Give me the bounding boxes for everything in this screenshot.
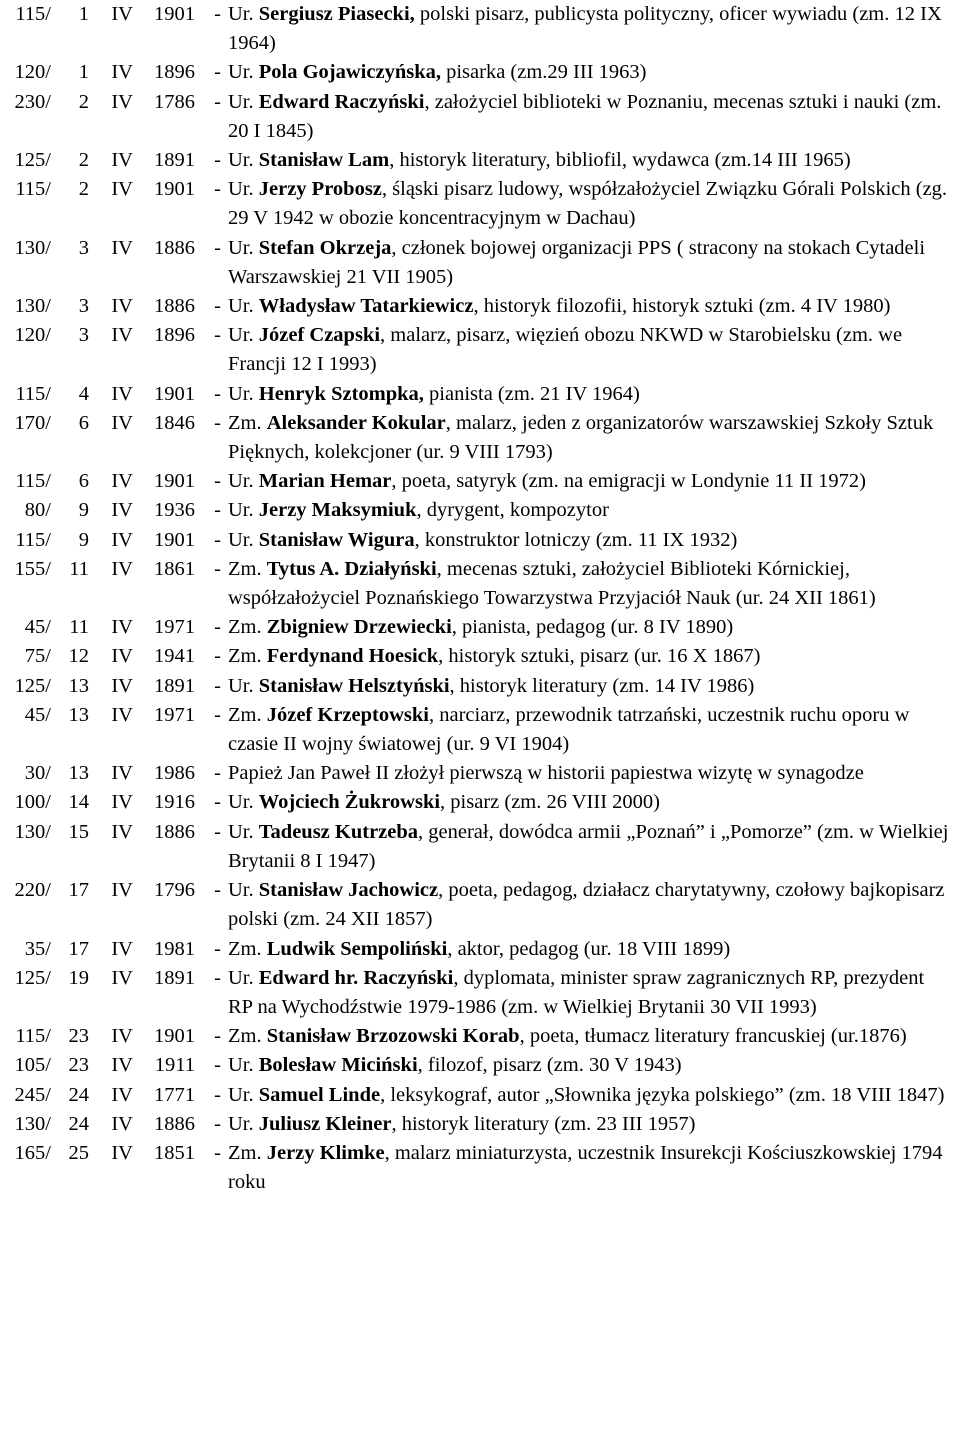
- person-name: Jerzy Maksymiuk: [258, 499, 417, 522]
- description: , leksykograf, autor „Słownika języka polskiego” (zm. 18 VIII 1847): [380, 1083, 945, 1106]
- year: 1986: [154, 762, 195, 785]
- month: IV: [111, 528, 133, 551]
- year: 1886: [154, 295, 195, 318]
- entry-text: [221, 701, 960, 759]
- description: , historyk filozofii, historyk sztuki (zm. 4 IV 1980): [473, 295, 891, 318]
- anniversary-number: 115/: [15, 178, 51, 201]
- day: 2: [78, 178, 89, 201]
- day: 13: [68, 703, 89, 726]
- list-item: [1, 292, 960, 321]
- anniversary-number: 120/: [14, 61, 51, 84]
- anniversary-number: 130/: [14, 1112, 51, 1135]
- day: 23: [68, 1025, 89, 1048]
- event-type: Ur.: [228, 1054, 254, 1077]
- dash-separator: -: [214, 674, 221, 697]
- person-name: Stefan Okrzeja: [258, 236, 392, 259]
- list-item: [1, 409, 960, 467]
- day: 9: [78, 528, 89, 551]
- person-name: Jerzy Klimke: [266, 1141, 385, 1164]
- description: , malarz miniaturzysta, uczestnik Insurekcji Kościuszkowskiej 1794 roku: [228, 1141, 943, 1194]
- month: IV: [111, 791, 133, 814]
- dash-separator: -: [214, 1141, 221, 1164]
- entry-text: [221, 1051, 960, 1080]
- list-item: [1, 672, 960, 701]
- anniversary-number: 80/: [24, 499, 51, 522]
- day: 17: [68, 879, 89, 902]
- entry-text: [221, 1022, 960, 1051]
- person-name: Władysław Tatarkiewicz: [258, 295, 474, 318]
- event-type: Zm.: [228, 703, 262, 726]
- year: 1886: [154, 1112, 195, 1135]
- event-type: Ur.: [228, 791, 254, 814]
- anniversary-number: 105/: [14, 1054, 51, 1077]
- person-name: Józef Czapski: [258, 324, 381, 347]
- description: , członek bojowej organizacji PPS ( stracony na stokach Cytadeli Warszawskiej 21 VII 1905): [228, 236, 926, 288]
- anniversary-number: 130/: [14, 236, 51, 259]
- list-item: [1, 1051, 960, 1080]
- description: polski pisarz, publicysta polityczny, oficer wywiadu (zm. 12 IX 1964): [228, 3, 942, 55]
- anniversary-number: 45/: [24, 616, 51, 639]
- month: IV: [111, 295, 133, 318]
- list-item: [1, 555, 960, 613]
- event-type: Ur.: [228, 236, 254, 259]
- description: , narciarz, przewodnik tatrzański, uczestnik ruchu oporu w czasie II wojny światowej (ur. 9 VI 1904): [228, 703, 910, 756]
- entry-text: [221, 292, 960, 321]
- day: 24: [68, 1112, 89, 1135]
- event-type: Ur.: [228, 3, 254, 25]
- dash-separator: -: [214, 236, 221, 259]
- list-item: [1, 1110, 960, 1139]
- entry-text: [221, 1110, 960, 1139]
- anniversary-number: 125/: [14, 149, 51, 172]
- day: 11: [69, 616, 89, 639]
- year: 1771: [154, 1083, 195, 1106]
- list-item: [1, 1139, 960, 1197]
- day: 3: [78, 295, 89, 318]
- entry-text: [221, 496, 960, 525]
- month: IV: [111, 1141, 133, 1164]
- description: , historyk literatury (zm. 23 III 1957): [391, 1112, 696, 1135]
- month: IV: [111, 1025, 133, 1048]
- event-type: Zm.: [228, 645, 262, 668]
- month: IV: [111, 703, 133, 726]
- year: 1901: [154, 178, 195, 201]
- year: 1846: [154, 411, 195, 434]
- event-type: Ur.: [228, 820, 254, 843]
- day: 15: [68, 820, 89, 843]
- entry-text: [221, 88, 960, 146]
- person-name: Stanisław Brzozowski Korab: [266, 1025, 520, 1048]
- dash-separator: -: [214, 3, 221, 25]
- anniversary-number: 45/: [24, 703, 51, 726]
- month: IV: [111, 382, 133, 405]
- person-name: Stanisław Wigura: [258, 528, 415, 551]
- person-name: Edward hr. Raczyński: [258, 966, 454, 989]
- month: IV: [111, 236, 133, 259]
- event-type: Ur.: [228, 966, 254, 989]
- day: 13: [68, 762, 89, 785]
- dash-separator: -: [214, 1025, 221, 1048]
- dash-separator: -: [214, 90, 221, 113]
- day: 1: [78, 3, 89, 25]
- entry-text: [221, 409, 960, 467]
- list-item: [1, 935, 960, 964]
- month: IV: [111, 762, 133, 785]
- year: 1981: [154, 937, 195, 960]
- dash-separator: -: [214, 149, 221, 172]
- list-item: [1, 964, 960, 1022]
- day: 17: [68, 937, 89, 960]
- year: 1901: [154, 470, 195, 493]
- anniversary-number: 165/: [14, 1141, 51, 1164]
- entry-text: [221, 818, 960, 876]
- event-type: Zm.: [228, 411, 262, 434]
- day: 6: [78, 411, 89, 434]
- event-type: Ur.: [228, 470, 254, 493]
- year: 1896: [154, 324, 195, 347]
- dash-separator: -: [214, 557, 221, 580]
- person-name: Bolesław Miciński: [258, 1054, 418, 1077]
- person-name: Samuel Linde: [258, 1083, 381, 1106]
- dash-separator: -: [214, 411, 221, 434]
- month: IV: [111, 3, 133, 25]
- description: , założyciel biblioteki w Poznaniu, mecenas sztuki i nauki (zm. 20 I 1845): [228, 90, 942, 142]
- list-item: [1, 88, 960, 146]
- dash-separator: -: [214, 1054, 221, 1077]
- description: , pisarz (zm. 26 VIII 2000): [440, 791, 660, 814]
- list-item: [1, 701, 960, 759]
- anniversary-number: 115/: [15, 3, 51, 25]
- entry-text: [221, 467, 960, 496]
- entry-text: [221, 234, 960, 292]
- entry-text: [221, 788, 960, 817]
- day: 11: [69, 557, 89, 580]
- year: 1891: [154, 966, 195, 989]
- day: 2: [78, 149, 89, 172]
- anniversary-number: 75/: [24, 645, 51, 668]
- list-item: [1, 759, 960, 788]
- day: 4: [78, 382, 89, 405]
- description: , historyk literatury (zm. 14 IV 1986): [449, 674, 755, 697]
- month: IV: [111, 557, 133, 580]
- person-name: Wojciech Żukrowski: [258, 791, 441, 814]
- dash-separator: -: [214, 1112, 221, 1135]
- entry-text: [221, 642, 960, 671]
- entry-text: [221, 0, 960, 58]
- person-name: Marian Hemar: [258, 470, 392, 493]
- month: IV: [111, 820, 133, 843]
- dash-separator: -: [214, 324, 221, 347]
- anniversary-number: 115/: [15, 382, 51, 405]
- day: 13: [68, 674, 89, 697]
- event-type: Ur.: [228, 499, 254, 522]
- entry-text: [221, 175, 960, 233]
- month: IV: [111, 616, 133, 639]
- description: , dyplomata, minister spraw zagranicznych RP, prezydent RP na Wychodźstwie 1979-1986 (zm. w Wielkiej Brytanii 30 VII 1993): [228, 966, 925, 1018]
- year: 1901: [154, 382, 195, 405]
- entry-text: [221, 964, 960, 1022]
- dash-separator: -: [214, 616, 221, 639]
- person-name: Zbigniew Drzewiecki: [266, 616, 452, 639]
- anniversary-number: 130/: [14, 820, 51, 843]
- anniversary-number: 130/: [14, 295, 51, 318]
- person-name: Tytus A. Działyński: [266, 557, 437, 580]
- list-item: [1, 58, 960, 87]
- day: 12: [68, 645, 89, 668]
- anniversary-number: 115/: [15, 1025, 51, 1048]
- year: 1901: [154, 3, 195, 25]
- dash-separator: -: [214, 1083, 221, 1106]
- dash-separator: -: [214, 178, 221, 201]
- day: 24: [68, 1083, 89, 1106]
- person-name: Henryk Sztompka,: [258, 382, 424, 405]
- person-name: Edward Raczyński: [258, 90, 425, 113]
- description: , malarz, jeden z organizatorów warszawskiej Szkoły Sztuk Pięknych, kolekcjoner (ur. 9 VIII 1793): [228, 411, 934, 464]
- anniversary-number: 100/: [14, 791, 51, 814]
- event-type: Ur.: [228, 295, 254, 318]
- year: 1901: [154, 1025, 195, 1048]
- event-type: Zm.: [228, 557, 262, 580]
- entry-text: [221, 1081, 960, 1110]
- anniversary-number: 120/: [14, 324, 51, 347]
- list-item: [1, 613, 960, 642]
- person-name: Stanisław Lam: [258, 149, 390, 172]
- day: 6: [78, 470, 89, 493]
- day: 23: [68, 1054, 89, 1077]
- day: 9: [78, 499, 89, 522]
- entry-text: [221, 1139, 960, 1197]
- year: 1936: [154, 499, 195, 522]
- year: 1891: [154, 149, 195, 172]
- anniversary-number: 170/: [14, 411, 51, 434]
- day: 25: [68, 1141, 89, 1164]
- description: , aktor, pedagog (ur. 18 VIII 1899): [447, 937, 731, 960]
- description: pianista (zm. 21 IV 1964): [423, 382, 640, 405]
- month: IV: [111, 499, 133, 522]
- dash-separator: -: [214, 820, 221, 843]
- event-type: Zm.: [228, 1025, 262, 1048]
- description: , konstruktor lotniczy (zm. 11 IX 1932): [414, 528, 738, 551]
- year: 1941: [154, 645, 195, 668]
- event-type: Ur.: [228, 178, 254, 201]
- month: IV: [111, 1112, 133, 1135]
- event-type: Ur.: [228, 1083, 254, 1106]
- dash-separator: -: [214, 528, 221, 551]
- entry-text: [221, 321, 960, 379]
- event-type: Ur.: [228, 324, 254, 347]
- event-type: Ur.: [228, 528, 254, 551]
- day: 19: [68, 966, 89, 989]
- day: 3: [78, 324, 89, 347]
- description: , pianista, pedagog (ur. 8 IV 1890): [451, 616, 734, 639]
- anniversary-number: 125/: [14, 966, 51, 989]
- anniversary-number: 115/: [15, 470, 51, 493]
- year: 1851: [154, 1141, 195, 1164]
- person-name: Tadeusz Kutrzeba: [258, 820, 419, 843]
- person-name: Pola Gojawiczyńska,: [258, 61, 441, 84]
- person-name: Ferdynand Hoesick: [266, 645, 439, 668]
- list-item: [1, 788, 960, 817]
- month: IV: [111, 645, 133, 668]
- day: 1: [78, 61, 89, 84]
- description: Papież Jan Paweł II złożył pierwszą w historii papiestwa wizytę w synagodze: [228, 762, 864, 785]
- day: 2: [78, 90, 89, 113]
- person-name: Juliusz Kleiner: [258, 1112, 392, 1135]
- event-type: Ur.: [228, 61, 254, 84]
- year: 1971: [154, 616, 195, 639]
- description: , poeta, satyryk (zm. na emigracji w Londynie 11 II 1972): [391, 470, 866, 493]
- dash-separator: -: [214, 295, 221, 318]
- dash-separator: -: [214, 61, 221, 84]
- dash-separator: -: [214, 645, 221, 668]
- list-item: [1, 642, 960, 671]
- person-name: Ludwik Sempoliński: [266, 937, 448, 960]
- dash-separator: -: [214, 879, 221, 902]
- description: , generał, dowódca armii „Poznań” i „Pomorze” (zm. w Wielkiej Brytanii 8 I 1947): [228, 820, 949, 872]
- dash-separator: -: [214, 470, 221, 493]
- year: 1971: [154, 703, 195, 726]
- event-type: Ur.: [228, 382, 254, 405]
- entry-text: [221, 555, 960, 613]
- description: pisarka (zm.29 III 1963): [440, 61, 647, 84]
- anniversary-number: 35/: [24, 937, 51, 960]
- person-name: Stanisław Jachowicz: [258, 879, 439, 902]
- description: , malarz, pisarz, więzień obozu NKWD w Starobielsku (zm. we Francji 12 I 1993): [228, 324, 903, 376]
- month: IV: [111, 1083, 133, 1106]
- month: IV: [111, 149, 133, 172]
- list-item: [1, 0, 960, 58]
- month: IV: [111, 966, 133, 989]
- list-item: [1, 146, 960, 175]
- month: IV: [111, 324, 133, 347]
- list-item: [1, 380, 960, 409]
- entry-text: [221, 146, 960, 175]
- entry-text: [221, 759, 960, 788]
- anniversary-number: 155/: [14, 557, 51, 580]
- anniversary-number: 115/: [15, 528, 51, 551]
- anniversary-number: 230/: [14, 90, 51, 113]
- month: IV: [111, 937, 133, 960]
- year: 1896: [154, 61, 195, 84]
- day: 14: [68, 791, 89, 814]
- event-type: Ur.: [228, 90, 254, 113]
- list-item: [1, 467, 960, 496]
- description: , poeta, pedagog, działacz charytatywny, czołowy bajkopisarz polski (zm. 24 XII 1857): [228, 879, 945, 931]
- entry-text: [221, 526, 960, 555]
- event-type: Ur.: [228, 674, 254, 697]
- event-type: Ur.: [228, 1112, 254, 1135]
- entry-text: [221, 613, 960, 642]
- anniversary-number: 30/: [24, 762, 51, 785]
- dash-separator: -: [214, 382, 221, 405]
- description: , dyrygent, kompozytor: [416, 499, 609, 522]
- description: , historyk sztuki, pisarz (ur. 16 X 1867): [438, 645, 761, 668]
- year: 1916: [154, 791, 195, 814]
- anniversary-number: 245/: [14, 1083, 51, 1106]
- month: IV: [111, 61, 133, 84]
- anniversary-number: 220/: [14, 879, 51, 902]
- description: , śląski pisarz ludowy, współzałożyciel Związku Górali Polskich (zg. 29 V 1942 w obozie koncentracyjnym w Dachau): [228, 178, 948, 230]
- day: 3: [78, 236, 89, 259]
- list-item: [1, 876, 960, 934]
- entry-text: [221, 672, 960, 701]
- dash-separator: -: [214, 791, 221, 814]
- list-item: [1, 818, 960, 876]
- month: IV: [111, 90, 133, 113]
- month: IV: [111, 674, 133, 697]
- list-item: [1, 1022, 960, 1051]
- year: 1786: [154, 90, 195, 113]
- month: IV: [111, 470, 133, 493]
- year: 1901: [154, 528, 195, 551]
- year: 1911: [154, 1054, 195, 1077]
- description: , historyk literatury, bibliofil, wydawca (zm.14 III 1965): [389, 149, 851, 172]
- year: 1886: [154, 236, 195, 259]
- list-item: [1, 1081, 960, 1110]
- dash-separator: -: [214, 499, 221, 522]
- year: 1891: [154, 674, 195, 697]
- dash-separator: -: [214, 966, 221, 989]
- description: , poeta, tłumacz literatury francuskiej (ur.1876): [519, 1025, 907, 1048]
- dash-separator: -: [214, 937, 221, 960]
- person-name: Stanisław Helsztyński: [258, 674, 450, 697]
- month: IV: [111, 411, 133, 434]
- list-item: [1, 496, 960, 525]
- event-type: Zm.: [228, 1141, 262, 1164]
- event-type: Ur.: [228, 149, 254, 172]
- list-item: [1, 526, 960, 555]
- person-name: Jerzy Probosz: [258, 178, 382, 201]
- person-name: Aleksander Kokular: [266, 411, 446, 434]
- event-type: Zm.: [228, 616, 262, 639]
- event-type: Zm.: [228, 937, 262, 960]
- list-item: [1, 321, 960, 379]
- list-item: [1, 175, 960, 233]
- event-type: Ur.: [228, 879, 254, 902]
- year: 1796: [154, 879, 195, 902]
- year: 1886: [154, 820, 195, 843]
- dash-separator: -: [214, 703, 221, 726]
- month: IV: [111, 879, 133, 902]
- entry-text: [221, 380, 960, 409]
- month: IV: [111, 178, 133, 201]
- anniversary-number: 125/: [14, 674, 51, 697]
- list-item: [1, 234, 960, 292]
- entry-text: [221, 935, 960, 964]
- entry-text: [221, 58, 960, 87]
- month: IV: [111, 1054, 133, 1077]
- entry-text: [221, 876, 960, 934]
- dash-separator: -: [214, 762, 221, 785]
- person-name: Sergiusz Piasecki,: [258, 3, 415, 25]
- description: , filozof, pisarz (zm. 30 V 1943): [417, 1054, 682, 1077]
- person-name: Józef Krzeptowski: [266, 703, 429, 726]
- year: 1861: [154, 557, 195, 580]
- description: , mecenas sztuki, założyciel Biblioteki Kórnickiej, współzałożyciel Poznańskiego Towarzystwa Przyjaciół Nauk (ur. 24 XII 1861): [228, 557, 876, 610]
